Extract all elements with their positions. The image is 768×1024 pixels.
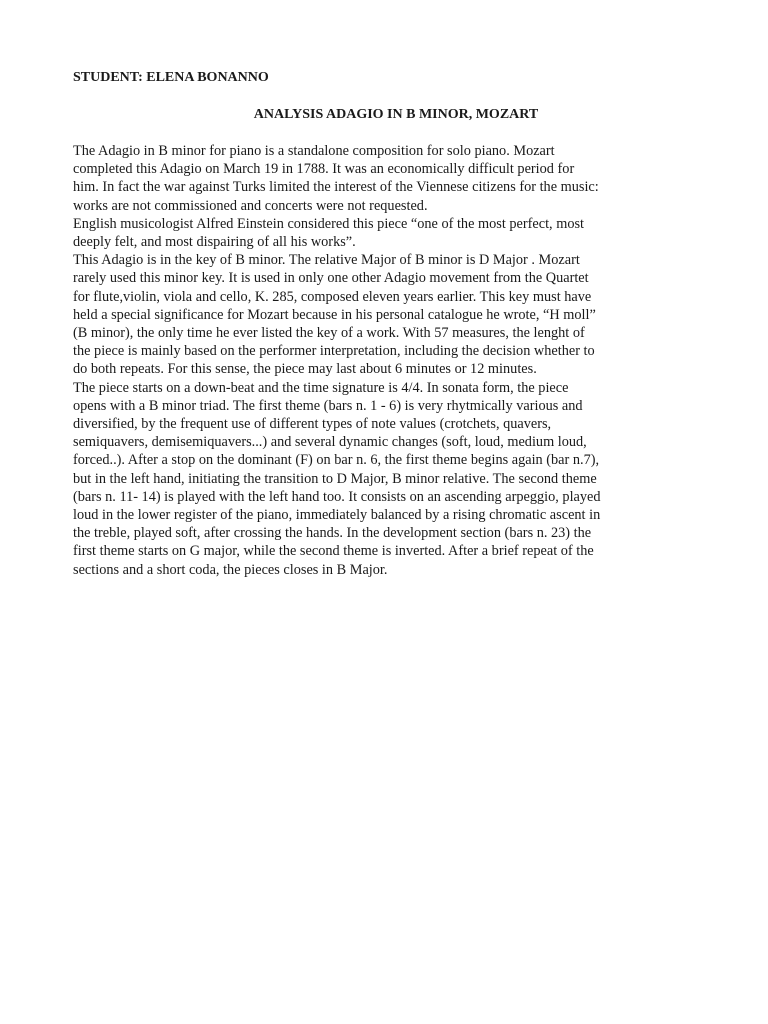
student-name: STUDENT: ELENA BONANNO xyxy=(73,70,269,85)
text-line: works are not commissioned and concerts were not requested. xyxy=(73,197,428,214)
text-line: first theme starts on G major, while the second theme is inverted. After a brief repeat of the xyxy=(73,543,594,560)
text-line: English musicologist Alfred Einstein considered this piece “one of the most perfect, most xyxy=(73,215,585,232)
document-title: ANALYSIS ADAGIO IN B MINOR, MOZART xyxy=(253,107,539,122)
text-line: rarely used this minor key. It is used in only one other Adagio movement from the Quartet xyxy=(73,270,589,287)
text-line: opens with a B minor triad. The first theme (bars n. 1 - 6) is very rhytmically various and xyxy=(73,397,583,414)
text-line: This Adagio is in the key of B minor. The relative Major of B minor is D Major . Mozart xyxy=(73,252,580,269)
text-line: The Adagio in B minor for piano is a standalone composition for solo piano. Mozart xyxy=(73,143,555,159)
text-line: forced..). After a stop on the dominant (F) on bar n. 6, the first theme begins again (bar n.7), xyxy=(73,452,600,469)
text-line: the piece is mainly based on the performer interpretation, including the decision whether to xyxy=(73,343,595,360)
text-line: sections and a short coda, the pieces closes in B Major. xyxy=(73,561,388,578)
text-line: (B minor), the only time he ever listed the key of a work. With 57 measures, the lenght of xyxy=(73,325,585,342)
text-line: semiquavers, demisemiquavers...) and several dynamic changes (soft, loud, medium loud, xyxy=(73,434,587,451)
text-line: completed this Adagio on March 19 in 1788. It was an economically difficult period for xyxy=(73,161,575,178)
text-line: the treble, played soft, after crossing the hands. In the development section (bars n. 23) the xyxy=(73,525,592,542)
body-text xyxy=(73,142,703,579)
text-line: The piece starts on a down-beat and the time signature is 4/4. In sonata form, the piece xyxy=(73,379,569,396)
text-line: but in the left hand, initiating the transition to D Major, B minor relative. The second theme xyxy=(73,470,597,487)
text-line: deeply felt, and most dispairing of all his works”. xyxy=(73,234,356,251)
text-line: loud in the lower register of the piano, immediately balanced by a rising chromatic ascent in xyxy=(73,507,601,524)
text-line: for flute,violin, viola and cello, K. 285, composed eleven years earlier. This key must have xyxy=(73,288,592,305)
text-line: held a special significance for Mozart because in his personal catalogue he wrote, “H moll” xyxy=(73,306,596,323)
text-line: him. In fact the war against Turks limited the interest of the Viennese citizens for the music: xyxy=(73,179,599,196)
text-line: diversified, by the frequent use of different types of note values (crotchets, quavers, xyxy=(73,416,552,433)
text-line: do both repeats. For this sense, the piece may last about 6 minutes or 12 minutes. xyxy=(73,361,537,378)
text-line: (bars n. 11- 14) is played with the left hand too. It consists on an ascending arpeggio, played xyxy=(73,488,601,505)
